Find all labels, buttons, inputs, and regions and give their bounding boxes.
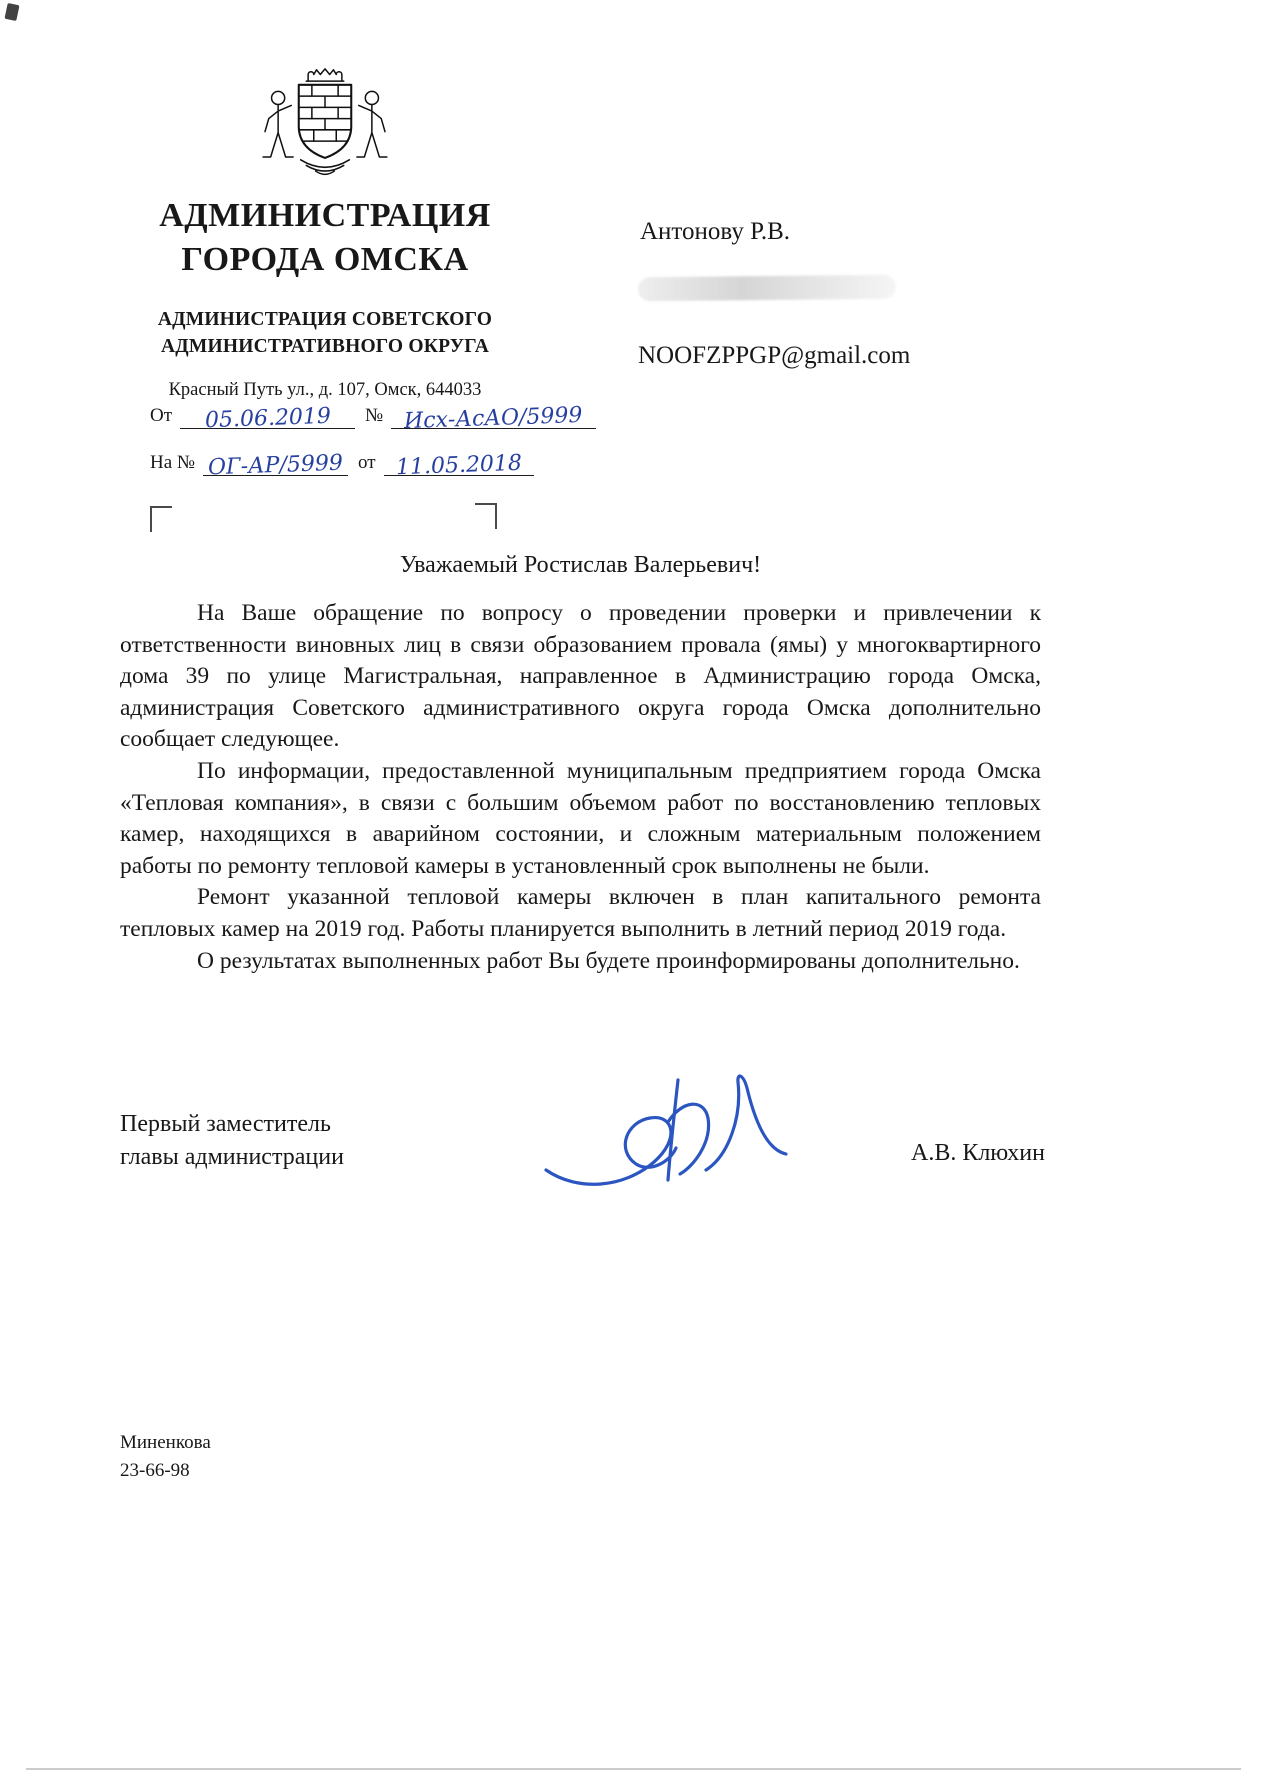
redacted-smudge (638, 275, 896, 302)
outgoing-date-number-line (150, 402, 596, 435)
salutation: Уважаемый Ростислав Валерьевич! (399, 552, 762, 578)
executor-name: Миненкова (120, 1432, 211, 1453)
reference-line (150, 450, 534, 481)
org-name: АДМИНИСТРАЦИЯ ГОРОДА ОМСКА (159, 197, 491, 278)
ref-label: На № (150, 452, 196, 473)
paragraph: На Ваше обращение по вопросу о проведении проверки и привлечении к ответственности виновных лиц в связи образованием провала (ямы) у многоквартирного дома 39 по улице Магистральная, направленное в Администрацию города Омска, администрация Советского административного округа города Омска дополнительно сообщает следующее. (120, 600, 1041, 753)
scan-edge-line (26, 1768, 1241, 1770)
handwritten-number: Исх-АсАО/5999 (404, 402, 584, 435)
date-field (180, 403, 355, 434)
ref-date-field (384, 450, 534, 481)
handwritten-ref-date: 11.05.2018 (395, 450, 522, 481)
coat-of-arms-omsk (250, 66, 400, 188)
ref-field (203, 450, 348, 481)
handwritten-ref: ОГ-АР/5999 (207, 450, 344, 481)
corner-mark-left (150, 506, 172, 532)
signatory-title: Первый заместитель главы администрации (120, 1111, 344, 1170)
handwritten-date: 05.06.2019 (204, 403, 331, 434)
paragraph: Ремонт указанной тепловой камеры включен в план капитального ремонта тепловых камер на 2019 год. Работы планируется выполнить в летний период 2019 года. (120, 884, 1041, 942)
paragraph: По информации, предоставленной муниципальным предприятием города Омска «Тепловая компания», в связи с большим объемом работ по восстановлению тепловых камер, находящихся в аварийном состоянии, и сложным материальным положением работы по ремонту тепловой камеры в установленный срок выполнены не были. (120, 757, 1041, 879)
signatory-name: А.В. Клюхин (910, 1140, 1045, 1166)
signature-scribble (528, 1056, 798, 1211)
recipient-name: Антонову Р.В. (640, 218, 791, 245)
paragraph: О результатах выполненных работ Вы будете проинформированы дополнительно. (197, 947, 1020, 974)
recipient-email: NOOFZPPGP@gmail.com (638, 342, 911, 369)
executor-phone: 23-66-98 (120, 1460, 190, 1481)
letterhead (118, 66, 532, 401)
date-label: От (150, 405, 173, 426)
ref-date-label: от (358, 452, 376, 473)
corner-mark-right (475, 503, 497, 529)
department-name: АДМИНИСТРАЦИЯ СОВЕТСКОГО АДМИНИСТРАТИВНОГО ОКРУГА (157, 309, 493, 357)
postal-address: Красный Путь ул., д. 107, Омск, 644033 (168, 380, 482, 400)
number-label: № (365, 405, 384, 426)
number-field (391, 402, 596, 435)
letter-body (120, 598, 1041, 977)
scan-artifact (4, 3, 19, 21)
